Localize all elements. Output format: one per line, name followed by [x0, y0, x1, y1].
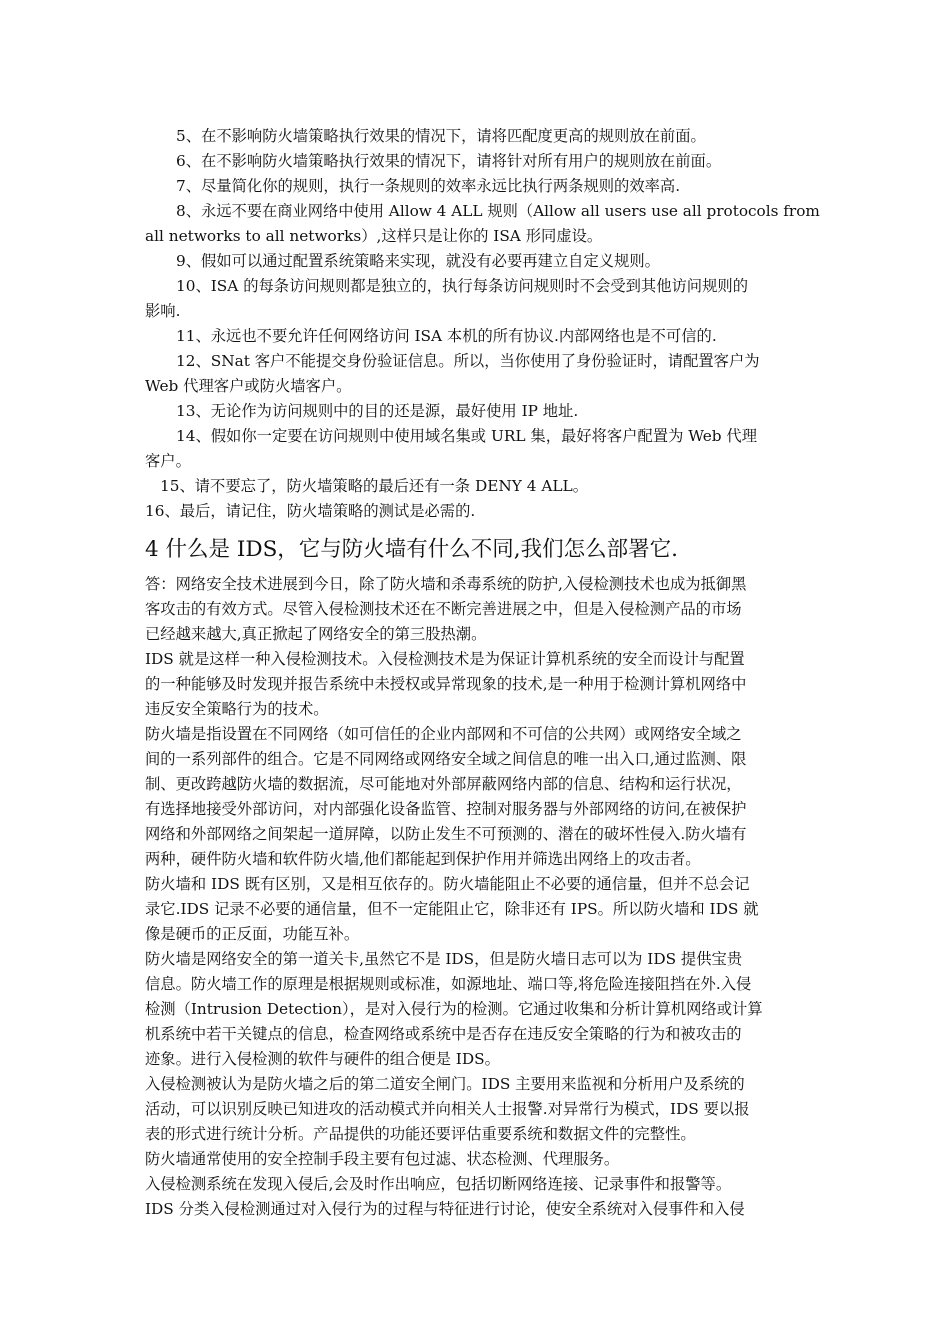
answer-p5-line-5: 迹象。进行入侵检测的软件与硬件的组合便是 IDS。 [145, 1050, 500, 1068]
rule-12-line-1: 12、SNat 客户不能提交身份验证信息。所以，当你使用了身份验证时，请配置客户为 [176, 352, 760, 370]
answer-p3-line-1: 防火墙是指设置在不同网络（如可信任的企业内部网和不可信的公共网）或网络安全域之 [145, 725, 742, 743]
rule-6-line-1: 6、在不影响防火墙策略执行效果的情况下，请将针对所有用户的规则放在前面。 [176, 152, 722, 170]
answer-p8-line-1: 入侵检测系统在发现入侵后,会及时作出响应，包括切断网络连接、记录事件和报警等。 [145, 1175, 732, 1193]
answer-p2-line-3: 违反安全策略行为的技术。 [145, 700, 329, 718]
answer-p2-line-2: 的一种能够及时发现并报告系统中未授权或异常现象的技术,是一种用于检测计算机网络中 [145, 675, 747, 693]
answer-p2-line-1: IDS 就是这样一种入侵检测技术。入侵检测技术是为保证计算机系统的安全而设计与配置 [145, 650, 745, 668]
answer-p3-line-6: 两种，硬件防火墙和软件防火墙,他们都能起到保护作用并筛选出网络上的攻击者。 [145, 850, 701, 868]
rule-14-line-1: 14、假如你一定要在访问规则中使用域名集或 URL 集，最好将客户配置为 Web 代理 [176, 427, 758, 445]
answer-p5-line-1: 防火墙是网络安全的第一道关卡,虽然它不是 IDS，但是防火墙日志可以为 IDS 提供宝贵 [145, 950, 743, 968]
answer-p1-line-1: 答：网络安全技术进展到今日，除了防火墙和杀毒系统的防护,入侵检测技术也成为抵御黑 [145, 575, 747, 593]
answer-p1-line-2: 客攻击的有效方式。尽管入侵检测技术还在不断完善进展之中，但是入侵检测产品的市场 [145, 600, 742, 618]
answer-p8-line-2: IDS 分类入侵检测通过对入侵行为的过程与特征进行讨论，使安全系统对入侵事件和入侵 [145, 1200, 745, 1218]
answer-p3-line-4: 有选择地接受外部访问，对内部强化设备监管、控制对服务器与外部网络的访问,在被保护 [145, 800, 747, 818]
answer-p6-line-2: 活动，可以识别反映已知进攻的活动模式并向相关人士报警.对异常行为模式，IDS 要以报 [145, 1100, 750, 1118]
rule-14-line-2: 客户。 [145, 452, 191, 470]
answer-p7-line-1: 防火墙通常使用的安全控制手段主要有包过滤、状态检测、代理服务。 [145, 1150, 620, 1168]
rule-13-line-1: 13、无论作为访问规则中的目的还是源，最好使用 IP 地址. [176, 402, 579, 420]
rule-8-line-1: 8、永远不要在商业网络中使用 Allow 4 ALL 规则（Allow all users use all protocols from [176, 202, 820, 220]
rule-11-line-1: 11、永远也不要允许任何网络访问 ISA 本机的所有协议.内部网络也是不可信的. [176, 327, 717, 345]
rule-9-line-1: 9、假如可以通过配置系统策略来实现，就没有必要再建立自定义规则。 [176, 252, 660, 270]
rule-5-line-1: 5、在不影响防火墙策略执行效果的情况下，请将匹配度更高的规则放在前面。 [176, 127, 706, 145]
answer-p6-line-1: 入侵检测被认为是防火墙之后的第二道安全闸门。IDS 主要用来监视和分析用户及系统的 [145, 1075, 745, 1093]
answer-p4-line-2: 录它.IDS 记录不必要的通信量，但不一定能阻止它，除非还有 IPS。所以防火墙和 IDS 就 [145, 900, 759, 918]
answer-p4-line-3: 像是硬币的正反面，功能互补。 [145, 925, 360, 943]
rule-10-line-1: 10、ISA 的每条访问规则都是独立的，执行每条访问规则时不会受到其他访问规则的 [176, 277, 748, 295]
rule-12-line-2: Web 代理客户或防火墙客户。 [145, 377, 352, 395]
answer-p3-line-3: 制、更改跨越防火墙的数据流，尽可能地对外部屏蔽网络内部的信息、结构和运行状况， [145, 775, 742, 793]
answer-p1-line-3: 已经越来越大,真正掀起了网络安全的第三股热潮。 [145, 625, 487, 643]
answer-p4-line-1: 防火墙和 IDS 既有区别，又是相互依存的。防火墙能阻止不必要的通信量，但并不总会记 [145, 875, 750, 893]
answer-p5-line-2: 信息。防火墙工作的原理是根据规则或标准，如源地址、端口等,将危险连接阻挡在外.入侵 [145, 975, 752, 993]
rule-15-line-1: 15、请不要忘了，防火墙策略的最后还有一条 DENY 4 ALL。 [160, 477, 589, 495]
answer-p6-line-3: 表的形式进行统计分析。产品提供的功能还要评估重要系统和数据文件的完整性。 [145, 1125, 696, 1143]
section-heading: 4 什么是 IDS，它与防火墙有什么不同,我们怎么部署它. [145, 537, 678, 562]
rule-8-line-2: all networks to all networks）,这样只是让你的 ISA 形同虚设。 [145, 227, 603, 245]
answer-p3-line-5: 网络和外部网络之间架起一道屏障，以防止发生不可预测的、潜在的破坏性侵入.防火墙有 [145, 825, 747, 843]
rule-16-line-1: 16、最后，请记住，防火墙策略的测试是必需的. [145, 502, 476, 520]
rule-10-line-2: 影响. [145, 302, 181, 320]
answer-p5-line-4: 机系统中若干关键点的信息，检查网络或系统中是否存在违反安全策略的行为和被攻击的 [145, 1025, 742, 1043]
answer-p5-line-3: 检测（Intrusion Detection），是对入侵行为的检测。它通过收集和分析计算机网络或计算 [145, 1000, 763, 1018]
answer-p3-line-2: 间的一系列部件的组合。它是不同网络或网络安全域之间信息的唯一出入口,通过监测、限 [145, 750, 747, 768]
rule-7-line-1: 7、尽量简化你的规则，执行一条规则的效率永远比执行两条规则的效率高. [176, 177, 681, 195]
